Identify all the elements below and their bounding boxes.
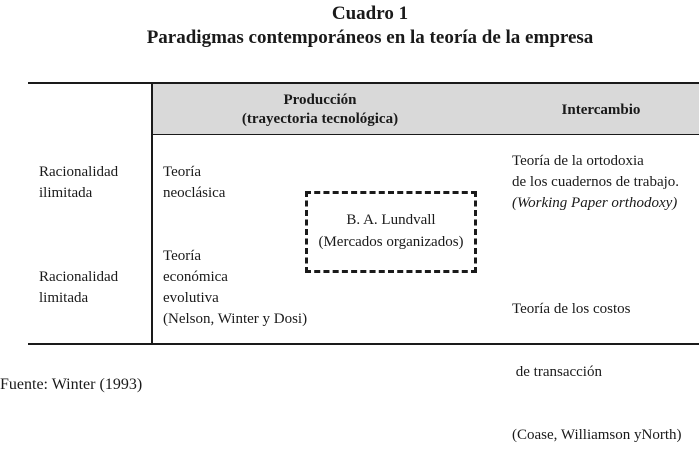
box-line: (Mercados organizados) (318, 234, 464, 250)
row-label-line: ilimitada (39, 185, 93, 201)
cell-line: (Nelson, Winter y Dosi) (163, 311, 308, 327)
cell-line: de los cuadernos de trabajo. (512, 174, 680, 190)
header-intercambio: Intercambio (561, 102, 641, 118)
table-number: Cuadro 1 (331, 3, 409, 24)
header-produccion-subtitle: (trayectoria tecnológica) (241, 111, 399, 127)
cell-line-italic: (Working Paper orthodoxy) (512, 195, 678, 211)
lundvall-box-text (305, 209, 477, 253)
cell-transaccion (512, 257, 682, 467)
cell-line: evolutiva (163, 290, 219, 306)
cell-line: Teoría de la ortodoxia (512, 153, 644, 169)
row-label-ilimitada (39, 162, 118, 204)
box-line: B. A. Lundvall (346, 212, 436, 228)
row-label-limitada (39, 267, 118, 309)
cell-line: Teoría (163, 164, 202, 180)
cell-ortodoxia (512, 151, 679, 214)
header-produccion (152, 91, 488, 129)
row-label-line: Racionalidad (39, 269, 119, 285)
cell-line: neoclásica (163, 185, 226, 201)
row-label-line: Racionalidad (39, 164, 119, 180)
header-produccion-title: Producción (283, 92, 357, 108)
table-title: Paradigmas contemporáneos en la teoría de la empresa (146, 27, 594, 48)
cell-evolutiva (163, 246, 307, 330)
cell-line: económica (163, 269, 228, 285)
cell-line: (Coase, Williamson yNorth) (512, 427, 682, 443)
top-rule (28, 82, 699, 84)
cell-neoclasica (163, 162, 225, 204)
cell-line: Teoría de los costos (512, 301, 631, 317)
cell-line: Teoría (163, 248, 202, 264)
header-rule (152, 134, 699, 135)
source-note: Fuente: Winter (1993) (0, 376, 143, 393)
row-label-line: limitada (39, 290, 89, 306)
cell-line: de transacción (512, 364, 602, 380)
